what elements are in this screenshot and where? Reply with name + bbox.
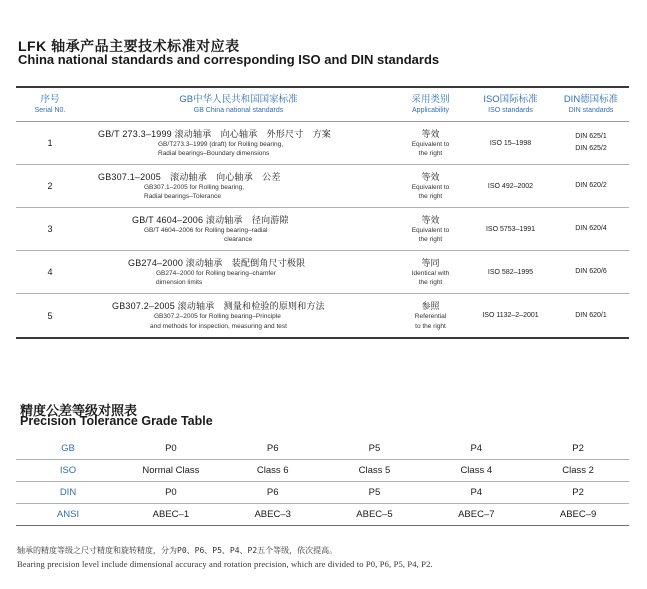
row-gb-cn: GB/T 273.3–1999 滚动轴承 向心轴承 外形尺寸 方案: [98, 128, 331, 139]
grade-cell: P4: [470, 443, 483, 454]
row-applicability: [393, 214, 468, 245]
grade-cell: ABEC–3: [254, 509, 291, 520]
grade-cell: P5: [368, 443, 381, 454]
row-app-en1: Referential: [414, 313, 447, 320]
row-gb-en2: Radial bearings–Tolerance: [144, 193, 221, 200]
row-app-cn: 等效: [421, 214, 440, 225]
row-app-en1: Equivalent to: [411, 183, 450, 191]
header-din: [553, 94, 629, 116]
header-din-cn: DIN德国标准: [563, 93, 619, 105]
grade-cell: P0: [165, 443, 177, 454]
header-iso: [468, 94, 553, 116]
row-gb: [84, 128, 393, 159]
header-gb-cn: GB中华人民共和国国家标准: [179, 93, 298, 105]
grade-cell: ABEC–1: [152, 509, 190, 520]
header-din-en: DIN standards: [568, 106, 614, 114]
row-gb-en1: GB307.1–2005 for Rolling bearing,: [144, 183, 245, 191]
row-gb-en1: GB274–2000 for Rolling bearing–chamfer: [156, 269, 276, 277]
grade-cell: P5: [368, 487, 381, 498]
table-bottom-rule: [16, 337, 629, 339]
page-title-cn: LFK 轴承产品主要技术标准对应表: [18, 38, 240, 54]
row-serial: 3: [47, 224, 53, 234]
row-din2: DIN 625/2: [575, 145, 607, 152]
row-din: [553, 310, 629, 322]
row-serial: 1: [47, 138, 53, 148]
grade-cell: Class 6: [256, 465, 289, 476]
grade-cell: P6: [266, 487, 279, 498]
row-gb-en1: GB307.2–2005 for Rolling bearing–Principle: [154, 313, 281, 320]
row-gb-cn: GB/T 4604–2006 滚动轴承 径向游隙: [132, 214, 289, 225]
row-serial: 5: [47, 310, 53, 321]
grade-table-title-en: Precision Tolerance Grade Table: [20, 414, 213, 428]
table-row: [16, 251, 629, 294]
grade-row-iso: [16, 460, 629, 482]
header-serial-en: Serial N0.: [34, 106, 66, 114]
row-din1: DIN 620/1: [575, 311, 607, 319]
header-applicability-en: Applicability: [412, 106, 449, 114]
row-din: [553, 223, 629, 235]
row-gb-cn: GB274–2000 滚动轴承 装配倒角尺寸极限: [128, 257, 306, 268]
header-gb: [84, 94, 393, 116]
row-din: [553, 266, 629, 278]
grade-cell: ABEC–7: [458, 509, 495, 520]
grade-row-din: [16, 482, 629, 504]
grade-cell: P2: [572, 487, 584, 498]
row-gb: [84, 300, 393, 331]
grade-cell: P2: [572, 443, 584, 454]
footnote-en: Bearing precision level include dimensional accuracy and rotation precision, which are divided to P0, P6, P5, P4, P2.: [17, 559, 433, 569]
grade-cell: P6: [266, 443, 279, 454]
table-row: [16, 208, 629, 251]
row-applicability: [393, 171, 468, 202]
row-iso: ISO 15–1998: [489, 139, 532, 147]
standards-table: [16, 86, 629, 339]
header-serial: [16, 94, 84, 116]
table-header: [16, 88, 629, 121]
row-app-en2: the right: [418, 236, 443, 243]
footnote-cn: 轴承的精度等级之尺寸精度和旋转精度，分为P0、P6、P5、P4、P2五个等级，依次提高。: [17, 546, 338, 555]
row-gb-en2: clearance: [224, 236, 253, 243]
table-body: [16, 122, 629, 337]
row-applicability: [393, 300, 468, 331]
table-row: [16, 122, 629, 165]
grade-table-title-cn: 精度公差等级对照表: [20, 403, 138, 418]
header-iso-en: ISO standards: [488, 106, 533, 114]
row-app-en1: Equivalent to: [411, 226, 450, 234]
grade-table: [16, 438, 629, 526]
row-gb-en1: GB/T273.3–1999 (draft) for Rolling bearing,: [158, 140, 284, 148]
row-gb: [84, 214, 393, 245]
grade-cell: P4: [470, 487, 483, 498]
row-applicability: [393, 128, 468, 159]
grade-row-label: ISO: [59, 465, 77, 476]
row-din1: DIN 620/2: [575, 182, 607, 189]
row-app-cn: 等同: [421, 257, 440, 268]
row-serial: 2: [47, 181, 53, 191]
grade-row-label: GB: [61, 443, 75, 454]
row-gb-en2: dimension limits: [156, 279, 203, 286]
row-din: [553, 180, 629, 192]
row-iso: ISO 492–2002: [487, 182, 534, 190]
grade-cell: Class 4: [460, 465, 493, 476]
row-gb: [84, 257, 393, 288]
grade-row-ansi: [16, 504, 629, 526]
row-iso: ISO 1132–2–2001: [482, 312, 539, 319]
header-applicability: [393, 94, 468, 116]
page-title-en: China national standards and corresponding ISO and DIN standards: [18, 52, 440, 67]
row-din: [553, 131, 629, 155]
row-gb-en1: GB/T 4604–2006 for Rolling bearing–radial: [144, 226, 268, 234]
row-iso: ISO 582–1995: [487, 268, 534, 276]
row-serial: 4: [47, 267, 53, 277]
row-app-en2: the right: [418, 150, 443, 157]
header-serial-cn: 序号: [40, 93, 60, 105]
table-row: [16, 165, 629, 208]
row-app-en2: the right: [418, 279, 443, 286]
grade-row-gb: [16, 438, 629, 460]
row-gb-cn: GB307.2–2005 滚动轴承 测量和检验的原则和方法: [112, 301, 325, 311]
row-gb-en2: and methods for inspection, measuring and test: [150, 322, 287, 330]
grade-row-label: ANSI: [56, 509, 80, 520]
row-app-en2: to the right: [415, 322, 446, 330]
row-applicability: [393, 257, 468, 288]
header-applicability-cn: 采用类别: [411, 93, 450, 105]
row-app-en2: the right: [418, 193, 443, 200]
grade-cell: P0: [165, 487, 177, 498]
grade-cell: Normal Class: [142, 465, 200, 476]
grade-cell: Class 5: [358, 465, 391, 476]
header-iso-cn: ISO国际标准: [483, 93, 538, 105]
grade-cell: ABEC–9: [559, 509, 597, 520]
row-din1: DIN 620/6: [575, 268, 607, 275]
row-app-cn: 参照: [421, 301, 440, 311]
grade-cell: Class 2: [562, 465, 594, 476]
row-gb: [84, 171, 393, 202]
grade-cell: ABEC–5: [356, 509, 393, 520]
row-iso: ISO 5753–1991: [485, 225, 536, 233]
row-app-cn: 等效: [421, 171, 440, 182]
table-row: [16, 294, 629, 337]
row-din1: DIN 625/1: [575, 133, 607, 140]
row-gb-cn: GB307.1–2005 滚动轴承 向心轴承 公差: [98, 171, 281, 182]
grade-row-label: DIN: [59, 487, 77, 498]
row-din1: DIN 620/4: [575, 225, 607, 232]
header-gb-en: GB China national standards: [193, 106, 284, 114]
row-app-en1: Equivalent to: [411, 140, 450, 148]
row-app-en1: Identical with: [411, 269, 450, 277]
row-app-cn: 等效: [421, 128, 440, 139]
row-gb-en2: Radial bearings–Boundary dimensions: [158, 150, 270, 157]
